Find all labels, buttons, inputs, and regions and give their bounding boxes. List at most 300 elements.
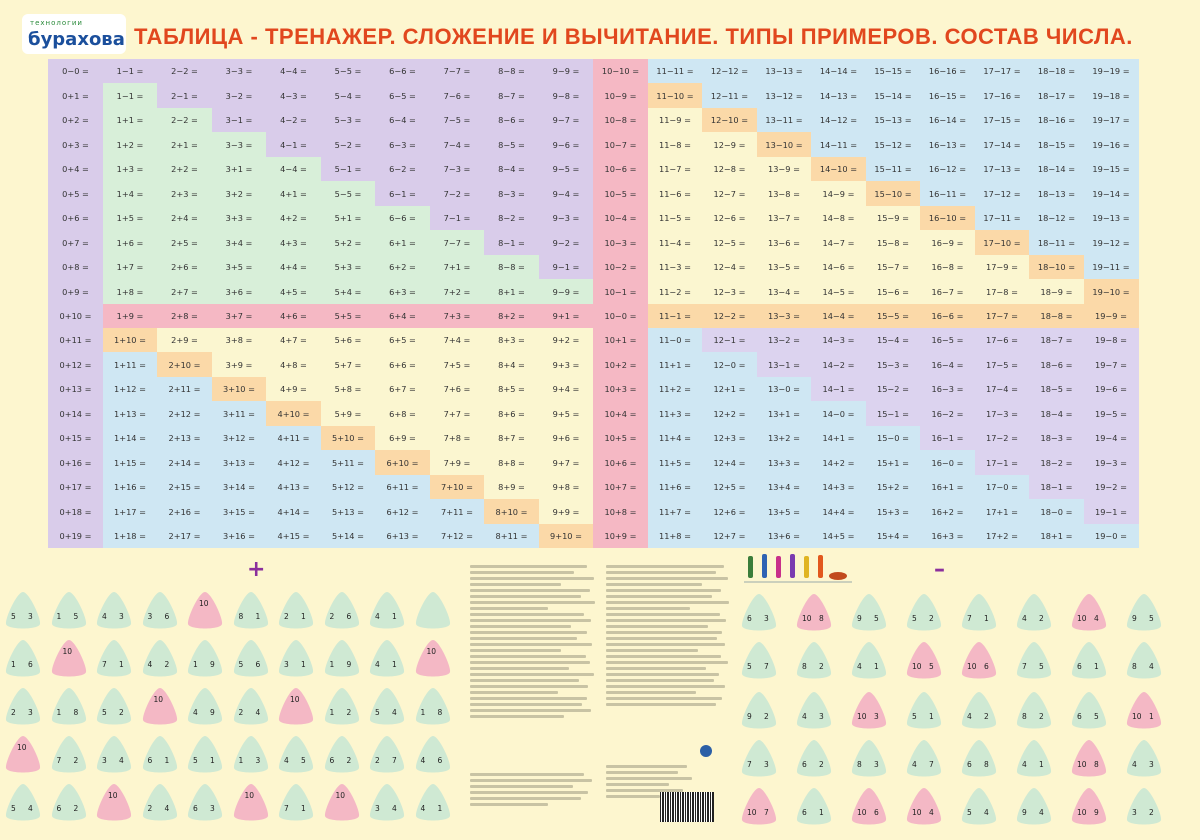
table-cell: 4+7 = — [266, 328, 321, 353]
number-triangle — [795, 738, 833, 778]
table-cell: 7+6 = — [430, 377, 485, 402]
logo — [22, 14, 126, 54]
table-cell: 10−0 = — [593, 304, 648, 329]
triangle-value: 9 — [747, 712, 752, 721]
table-cell: 3+11 = — [212, 401, 267, 426]
table-cell: 3−3 = — [212, 132, 267, 157]
triangle-value: 4 — [255, 708, 261, 717]
table-cell: 5+11 = — [321, 450, 376, 475]
table-cell: 0+17 = — [48, 475, 103, 500]
triangle-value: 1 — [193, 660, 198, 669]
table-cell: 17+2 = — [975, 524, 1030, 549]
table-cell: 0+7 = — [48, 230, 103, 255]
table-cell: 15−7 = — [866, 255, 921, 280]
triangle-value: 3 — [764, 760, 769, 769]
triangle-value: 10 — [153, 695, 164, 704]
table-cell: 14+4 = — [811, 499, 866, 524]
triangle-value: 9 — [210, 660, 215, 669]
triangle-value: 5 — [238, 660, 244, 669]
table-cell: 2+3 = — [157, 181, 212, 206]
number-triangle — [1015, 738, 1053, 778]
triangle-value: 4 — [164, 804, 170, 813]
number-triangle — [1070, 738, 1108, 778]
table-cell: 6+4 = — [375, 304, 430, 329]
triangle-value: 7 — [56, 756, 62, 765]
table-cell: 9+10 = — [539, 524, 594, 549]
table-cell: 11−0 = — [648, 328, 703, 353]
table-cell: 12+2 = — [702, 401, 757, 426]
table-cell: 19−9 = — [1084, 304, 1139, 329]
table-cell: 0+12 = — [48, 352, 103, 377]
number-triangle — [1070, 690, 1108, 730]
number-triangle — [1125, 786, 1163, 826]
table-cell: 3+4 = — [212, 230, 267, 255]
table-cell: 13−2 = — [757, 328, 812, 353]
number-triangle — [50, 590, 88, 630]
triangle-value: 1 — [420, 708, 426, 717]
table-cell: 17−7 = — [975, 304, 1030, 329]
table-cell: 11−8 = — [648, 132, 703, 157]
triangle-value: 1 — [819, 808, 824, 817]
triangle-value: 5 — [747, 662, 752, 671]
triangle-value: 10 — [802, 614, 812, 623]
number-triangle — [277, 686, 315, 726]
triangle-value: 1 — [874, 662, 879, 671]
instructions-left-bottom — [470, 770, 600, 830]
table-cell: 4+1 = — [266, 181, 321, 206]
table-cell: 13−8 = — [757, 181, 812, 206]
triangle-value: 4 — [1022, 760, 1027, 769]
table-cell: 11+6 = — [648, 475, 703, 500]
table-cell: 16+3 = — [920, 524, 975, 549]
triangle-value: 2 — [819, 662, 824, 671]
triangle-value: 3 — [102, 756, 107, 765]
table-cell: 2−1 = — [157, 83, 212, 108]
number-triangle — [232, 734, 270, 774]
table-cell: 7−1 = — [430, 206, 485, 231]
triangle-value: 5 — [301, 756, 306, 765]
triangle-value: 1 — [1094, 662, 1099, 671]
table-cell: 1+15 = — [103, 450, 158, 475]
table-cell: 2+2 = — [157, 157, 212, 182]
number-triangle — [905, 640, 943, 680]
table-cell: 15−11 = — [866, 157, 921, 182]
table-cell: 16+1 = — [920, 475, 975, 500]
table-cell: 15−9 = — [866, 206, 921, 231]
triangle-value: 10 — [912, 808, 922, 817]
triangle-value: 8 — [1094, 760, 1099, 769]
table-cell: 5+3 = — [321, 255, 376, 280]
table-cell: 4+15 = — [266, 524, 321, 549]
table-cell: 4−2 = — [266, 108, 321, 133]
table-cell: 8+10 = — [484, 499, 539, 524]
triangle-value: 2 — [819, 760, 824, 769]
table-cell: 4+14 = — [266, 499, 321, 524]
triangle-value: 4 — [984, 808, 989, 817]
table-cell: 19−15 = — [1084, 157, 1139, 182]
table-cell: 18−16 = — [1029, 108, 1084, 133]
table-cell: 7−3 = — [430, 157, 485, 182]
table-cell: 2+14 = — [157, 450, 212, 475]
table-cell: 6+5 = — [375, 328, 430, 353]
table-cell: 10+9 = — [593, 524, 648, 549]
table-cell: 9+6 = — [539, 426, 594, 451]
number-triangle — [740, 738, 778, 778]
triangle-value: 1 — [301, 612, 306, 621]
table-cell: 6+7 = — [375, 377, 430, 402]
table-cell: 12−3 = — [702, 279, 757, 304]
logo-small-text: технологии — [30, 19, 83, 27]
table-cell: 12−11 = — [702, 83, 757, 108]
table-cell: 14+1 = — [811, 426, 866, 451]
table-cell: 5+8 = — [321, 377, 376, 402]
table-cell: 12−9 = — [702, 132, 757, 157]
table-cell: 10−4 = — [593, 206, 648, 231]
triangle-value: 8 — [1022, 712, 1027, 721]
number-triangle — [186, 638, 224, 678]
triangle-value: 3 — [874, 712, 879, 721]
triangle-value: 3 — [28, 612, 33, 621]
triangle-value: 10 — [857, 808, 867, 817]
table-cell: 8+7 = — [484, 426, 539, 451]
minus-sign: – — [934, 557, 945, 582]
triangle-value: 5 — [73, 612, 79, 621]
table-cell: 1+18 = — [103, 524, 158, 549]
triangle-value: 10 — [335, 791, 346, 800]
table-cell: 7+4 = — [430, 328, 485, 353]
number-triangle — [323, 638, 361, 678]
table-cell: 0+10 = — [48, 304, 103, 329]
number-triangle — [368, 686, 406, 726]
table-cell: 11−11 = — [648, 59, 703, 84]
plus-sign: + — [247, 557, 266, 582]
table-cell: 0+8 = — [48, 255, 103, 280]
table-cell: 2+17 = — [157, 524, 212, 549]
table-cell: 7−7 = — [430, 59, 485, 84]
table-cell: 10+6 = — [593, 450, 648, 475]
table-cell: 17+1 = — [975, 499, 1030, 524]
triangle-value: 2 — [238, 708, 244, 717]
table-cell: 10−5 = — [593, 181, 648, 206]
table-cell: 11+4 = — [648, 426, 703, 451]
table-cell: 17−12 = — [975, 181, 1030, 206]
table-cell: 15−15 = — [866, 59, 921, 84]
table-cell: 18−4 = — [1029, 401, 1084, 426]
table-cell: 1+17 = — [103, 499, 158, 524]
table-cell: 4−1 = — [266, 132, 321, 157]
table-cell: 12−4 = — [702, 255, 757, 280]
table-cell: 0+5 = — [48, 181, 103, 206]
table-cell: 16−12 = — [920, 157, 975, 182]
triangle-value: 6 — [164, 612, 170, 621]
logo-brand: бурахова — [28, 29, 125, 50]
triangle-value: 2 — [329, 612, 335, 621]
table-cell: 4+10 = — [266, 401, 321, 426]
triangle-value: 4 — [284, 756, 289, 765]
table-cell: 10+7 = — [593, 475, 648, 500]
triangle-value: 1 — [437, 804, 443, 813]
number-triangle — [50, 734, 88, 774]
number-triangle — [850, 786, 888, 826]
table-cell: 7−5 = — [430, 108, 485, 133]
table-cell: 4+3 = — [266, 230, 321, 255]
table-cell: 11+3 = — [648, 401, 703, 426]
number-triangle — [905, 786, 943, 826]
table-cell: 16−7 = — [920, 279, 975, 304]
table-cell: 10−6 = — [593, 157, 648, 182]
table-cell: 18−3 = — [1029, 426, 1084, 451]
number-triangle — [50, 782, 88, 822]
table-cell: 8−5 = — [484, 132, 539, 157]
table-cell: 19−18 = — [1084, 83, 1139, 108]
table-cell: 11−1 = — [648, 304, 703, 329]
table-cell: 5−5 = — [321, 181, 376, 206]
number-triangle — [1125, 738, 1163, 778]
table-cell: 10+4 = — [593, 401, 648, 426]
number-triangle — [740, 592, 778, 632]
triangle-value: 1 — [329, 660, 335, 669]
number-triangle — [1125, 592, 1163, 632]
table-cell: 13−3 = — [757, 304, 812, 329]
triangle-value: 5 — [11, 804, 16, 813]
table-cell: 4+13 = — [266, 475, 321, 500]
triangle-value: 10 — [1077, 614, 1087, 623]
number-triangle — [1070, 786, 1108, 826]
triangle-value: 7 — [764, 808, 769, 817]
number-triangle — [414, 734, 452, 774]
table-cell: 13−9 = — [757, 157, 812, 182]
table-cell: 17−4 = — [975, 377, 1030, 402]
triangle-value: 5 — [375, 708, 380, 717]
table-cell: 2−2 = — [157, 108, 212, 133]
triangle-value: 4 — [119, 756, 124, 765]
table-cell: 16+2 = — [920, 499, 975, 524]
triangle-value: 8 — [1132, 662, 1137, 671]
number-triangle — [795, 786, 833, 826]
table-cell: 0+9 = — [48, 279, 103, 304]
table-cell: 8−7 = — [484, 83, 539, 108]
table-cell: 16−6 = — [920, 304, 975, 329]
number-triangle — [414, 638, 452, 678]
table-cell: 10−10 = — [593, 59, 648, 84]
triangle-value: 4 — [420, 804, 426, 813]
triangle-value: 8 — [802, 662, 807, 671]
publisher-seal-icon — [700, 745, 712, 757]
number-triangle — [960, 690, 998, 730]
table-cell: 8+9 = — [484, 475, 539, 500]
table-cell: 13−7 = — [757, 206, 812, 231]
triangle-value: 3 — [147, 612, 153, 621]
triangle-value: 3 — [28, 708, 33, 717]
table-cell: 15−1 = — [866, 401, 921, 426]
triangle-value: 6 — [346, 612, 352, 621]
triangle-value: 3 — [1149, 760, 1154, 769]
table-cell: 11−3 = — [648, 255, 703, 280]
triangle-value: 2 — [284, 612, 289, 621]
table-cell: 4+8 = — [266, 352, 321, 377]
table-cell: 0+16 = — [48, 450, 103, 475]
number-triangle — [277, 782, 315, 822]
triangle-value: 4 — [375, 660, 380, 669]
triangle-value: 1 — [56, 708, 62, 717]
table-cell: 10−3 = — [593, 230, 648, 255]
table-cell: 16−15 = — [920, 83, 975, 108]
table-cell: 14−7 = — [811, 230, 866, 255]
table-cell: 14−12 = — [811, 108, 866, 133]
table-cell: 0+13 = — [48, 377, 103, 402]
number-triangle — [960, 640, 998, 680]
table-cell: 17−0 = — [975, 475, 1030, 500]
instructions-right — [606, 562, 734, 762]
table-cell: 8−8 = — [484, 59, 539, 84]
triangle-value: 1 — [392, 612, 397, 621]
table-cell: 13−6 = — [757, 230, 812, 255]
number-triangle — [850, 690, 888, 730]
table-cell: 3+9 = — [212, 352, 267, 377]
triangle-value: 5 — [102, 708, 107, 717]
table-cell: 7+3 = — [430, 304, 485, 329]
number-triangle — [4, 638, 42, 678]
number-triangle — [905, 690, 943, 730]
number-triangle — [850, 738, 888, 778]
triangle-value: 4 — [392, 708, 397, 717]
number-triangle — [141, 782, 179, 822]
table-cell: 17−1 = — [975, 450, 1030, 475]
table-cell: 5−4 = — [321, 83, 376, 108]
number-triangle — [277, 590, 315, 630]
triangle-value: 7 — [967, 614, 972, 623]
triangle-value: 6 — [1077, 712, 1082, 721]
table-cell: 7−7 = — [430, 230, 485, 255]
table-cell: 14−13 = — [811, 83, 866, 108]
table-cell: 17−14 = — [975, 132, 1030, 157]
table-cell: 18−6 = — [1029, 352, 1084, 377]
number-triangle — [232, 590, 270, 630]
number-triangle — [1015, 690, 1053, 730]
triangle-value: 3 — [874, 760, 879, 769]
triangle-value: 6 — [193, 804, 198, 813]
table-cell: 14+2 = — [811, 450, 866, 475]
triangle-value: 2 — [73, 756, 79, 765]
table-cell: 15−6 = — [866, 279, 921, 304]
number-triangle — [141, 590, 179, 630]
page-title: ТАБЛИЦА - ТРЕНАЖЕР. СЛОЖЕНИЕ И ВЫЧИТАНИЕ. ТИПЫ ПРИМЕРОВ. СОСТАВ ЧИСЛА. — [134, 24, 1133, 49]
table-cell: 10−1 = — [593, 279, 648, 304]
number-triangle — [95, 686, 133, 726]
table-cell: 19−5 = — [1084, 401, 1139, 426]
table-cell: 13−1 = — [757, 352, 812, 377]
table-cell: 2+13 = — [157, 426, 212, 451]
table-cell: 7+9 = — [430, 450, 485, 475]
number-triangle — [740, 690, 778, 730]
table-cell: 14−6 = — [811, 255, 866, 280]
number-triangle — [368, 782, 406, 822]
triangle-value: 2 — [1149, 808, 1154, 817]
triangle-value: 9 — [346, 660, 352, 669]
number-triangle — [95, 734, 133, 774]
triangle-value: 9 — [1022, 808, 1027, 817]
table-cell: 19−12 = — [1084, 230, 1139, 255]
table-cell: 7+1 = — [430, 255, 485, 280]
table-cell: 19−4 = — [1084, 426, 1139, 451]
number-triangle — [95, 782, 133, 822]
triangle-value: 10 — [1077, 808, 1087, 817]
table-cell: 1−1 = — [103, 59, 158, 84]
table-cell: 1+12 = — [103, 377, 158, 402]
table-cell: 3+15 = — [212, 499, 267, 524]
table-cell: 13−5 = — [757, 255, 812, 280]
table-cell: 0+6 = — [48, 206, 103, 231]
table-cell: 19−19 = — [1084, 59, 1139, 84]
table-cell: 17−17 = — [975, 59, 1030, 84]
number-triangle — [414, 782, 452, 822]
table-cell: 12−12 = — [702, 59, 757, 84]
table-cell: 9−3 = — [539, 206, 594, 231]
table-cell: 10+2 = — [593, 352, 648, 377]
table-cell: 1+3 = — [103, 157, 158, 182]
table-cell: 6+1 = — [375, 230, 430, 255]
number-triangle — [141, 734, 179, 774]
barcode — [660, 792, 714, 822]
table-cell: 8−2 = — [484, 206, 539, 231]
table-cell: 12+3 = — [702, 426, 757, 451]
table-cell: 14−11 = — [811, 132, 866, 157]
table-cell: 12−10 = — [702, 108, 757, 133]
table-cell: 7+2 = — [430, 279, 485, 304]
table-cell: 2+9 = — [157, 328, 212, 353]
table-cell: 2+10 = — [157, 352, 212, 377]
table-cell: 1+2 = — [103, 132, 158, 157]
triangle-value: 10 — [747, 808, 757, 817]
table-cell: 8+6 = — [484, 401, 539, 426]
table-cell: 12−2 = — [702, 304, 757, 329]
table-cell: 0+1 = — [48, 83, 103, 108]
triangle-value: 1 — [164, 756, 170, 765]
table-cell: 11+8 = — [648, 524, 703, 549]
triangle-value: 4 — [912, 760, 917, 769]
table-cell: 7−2 = — [430, 181, 485, 206]
table-cell: 15−10 = — [866, 181, 921, 206]
table-cell: 12−7 = — [702, 181, 757, 206]
table-cell: 12+5 = — [702, 475, 757, 500]
table-cell: 15−14 = — [866, 83, 921, 108]
table-cell: 12−5 = — [702, 230, 757, 255]
table-cell: 18−17 = — [1029, 83, 1084, 108]
number-triangle — [960, 592, 998, 632]
table-cell: 1+7 = — [103, 255, 158, 280]
number-triangle — [1070, 592, 1108, 632]
table-cell: 10−8 = — [593, 108, 648, 133]
table-cell: 9+7 = — [539, 450, 594, 475]
triangle-value: 6 — [802, 808, 807, 817]
triangle-value: 2 — [1039, 712, 1044, 721]
triangle-value: 4 — [392, 804, 397, 813]
triangle-value: 6 — [984, 662, 989, 671]
triangle-value: 1 — [1039, 760, 1044, 769]
table-cell: 13−4 = — [757, 279, 812, 304]
table-cell: 3+1 = — [212, 157, 267, 182]
triangle-value: 10 — [1077, 760, 1087, 769]
table-cell: 1+16 = — [103, 475, 158, 500]
table-cell: 11+2 = — [648, 377, 703, 402]
table-cell: 0+14 = — [48, 401, 103, 426]
table-cell: 18−11 = — [1029, 230, 1084, 255]
table-cell: 8−3 = — [484, 181, 539, 206]
table-cell: 8−6 = — [484, 108, 539, 133]
table-cell: 15+2 = — [866, 475, 921, 500]
table-cell: 12+7 = — [702, 524, 757, 549]
table-cell: 13−11 = — [757, 108, 812, 133]
